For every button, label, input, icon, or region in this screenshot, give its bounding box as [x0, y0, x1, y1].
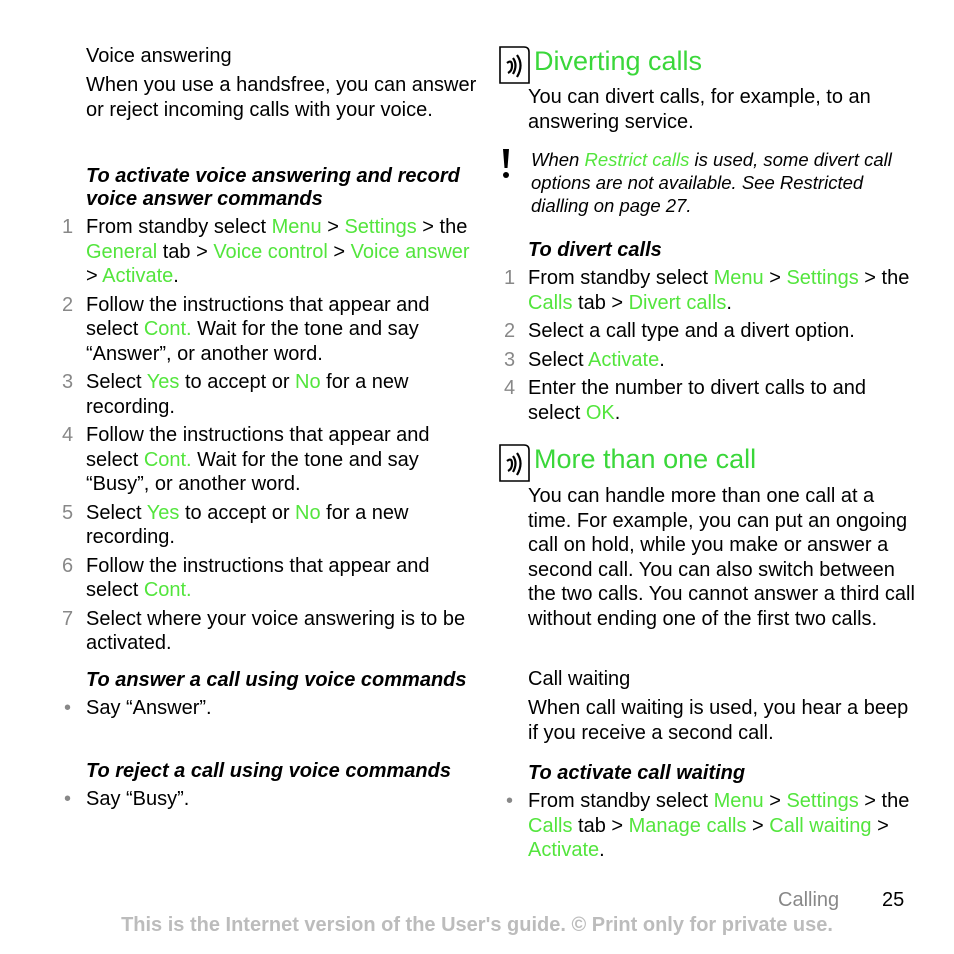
list-item — [60, 696, 480, 721]
speaker-sound-icon — [498, 46, 530, 84]
step-number: 2 — [62, 293, 74, 316]
menu-link[interactable]: Voice answer — [350, 240, 470, 263]
step-text: > the — [858, 790, 910, 812]
menu-link[interactable]: Activate — [102, 265, 174, 287]
menu-link[interactable]: Settings — [786, 790, 859, 812]
menu-link[interactable]: Yes — [146, 501, 180, 524]
step-text: tab > — [157, 240, 214, 263]
divert-steps — [498, 266, 918, 425]
step-text: . — [173, 265, 179, 287]
menu-link[interactable]: General — [86, 240, 158, 263]
step-text: Wait for the tone and say “Busy”, or another word. — [86, 448, 419, 495]
diverting-header — [498, 46, 918, 84]
step-text: . — [659, 348, 665, 371]
step-text: From standby select — [86, 216, 272, 238]
step-text: Select — [528, 348, 589, 371]
step-text: > the — [416, 216, 468, 238]
list-item — [498, 789, 918, 863]
step-text: . — [614, 401, 621, 424]
step-item — [60, 501, 480, 550]
menu-link[interactable]: Menu — [271, 216, 322, 238]
step-number: 3 — [62, 371, 74, 393]
step-text: Select — [86, 501, 147, 524]
step-text: Wait for the tone and say “Answer”, or another word. — [86, 318, 419, 365]
voice-answering-heading: Voice answering — [86, 45, 232, 67]
reject-section — [60, 760, 480, 816]
step-item — [60, 607, 480, 656]
bullet-icon: • — [506, 790, 514, 812]
waiting-bullet — [528, 790, 909, 861]
page-number: 25 — [882, 889, 905, 911]
step-item — [498, 348, 918, 373]
step-number: 6 — [62, 554, 74, 577]
step-text: Follow the instructions that appear and select — [86, 293, 430, 340]
step-text: tab > — [572, 814, 629, 837]
menu-link[interactable]: No — [295, 501, 321, 524]
activate-voice-steps — [60, 215, 480, 656]
diverting-intro: You can divert calls, for example, to an answering service. — [528, 86, 871, 133]
menu-link[interactable]: No — [295, 371, 321, 393]
bullet-icon: • — [64, 697, 72, 719]
reject-list — [60, 787, 480, 812]
step-item — [498, 376, 918, 425]
answer-section — [60, 669, 480, 725]
step-text: Follow the instructions that appear and select — [86, 554, 430, 601]
more-header — [498, 444, 918, 482]
bullet-icon: • — [64, 788, 72, 810]
menu-link[interactable]: Voice control — [213, 240, 328, 263]
step-item — [60, 370, 480, 419]
step-text: When — [531, 149, 585, 170]
step-text: Enter the number to divert calls to and select — [528, 377, 866, 424]
step-text: > — [321, 216, 345, 238]
step-text: > — [763, 790, 787, 812]
footer-chapter: Calling — [778, 889, 840, 911]
exclamation-icon — [498, 148, 524, 180]
step-text: > — [86, 265, 103, 287]
answer-title: To answer a call using voice commands — [86, 669, 467, 691]
call-waiting-section — [498, 667, 918, 745]
step-text: > — [746, 814, 770, 837]
step-number: 4 — [504, 377, 516, 399]
reject-title: To reject a call using voice commands — [86, 760, 451, 782]
more-intro: You can handle more than one call at a time. For example, you can put an ongoing call on hold, while you make or answer a second call. You can also switch between the two calls. You cannot answer a third call without ending one of the first two calls. — [528, 485, 915, 630]
reject-bullet: Say “Busy”. — [86, 788, 190, 810]
menu-link[interactable]: Restrict calls — [584, 149, 690, 170]
call-waiting-heading: Call waiting — [528, 668, 631, 690]
menu-link[interactable]: Activate — [528, 839, 600, 861]
step-text: to accept or — [179, 501, 296, 524]
step-text: to accept or — [179, 371, 296, 393]
activate-waiting-section — [498, 762, 918, 867]
menu-link[interactable]: Menu — [713, 267, 764, 289]
menu-link[interactable]: Settings — [344, 216, 417, 238]
speaker-sound-icon — [498, 444, 530, 482]
step-text: Select a call type and a divert option. — [528, 320, 855, 342]
menu-link[interactable]: Manage calls — [628, 814, 747, 837]
step-number: 3 — [504, 348, 516, 371]
menu-link[interactable]: Menu — [713, 790, 764, 812]
step-text: > — [763, 267, 787, 289]
menu-link[interactable]: Divert calls — [628, 291, 727, 314]
step-item — [60, 423, 480, 497]
menu-link[interactable]: Calls — [528, 291, 573, 314]
step-item — [498, 266, 918, 315]
step-text: for a new recording. — [86, 501, 409, 548]
step-text: is used, some divert call options are not available. See Restricted dialling on page 27. — [531, 149, 892, 216]
step-number: 4 — [62, 424, 74, 446]
step-number: 1 — [504, 267, 516, 289]
more-section — [498, 444, 918, 631]
diverting-section — [498, 46, 918, 134]
menu-link[interactable]: Calls — [528, 814, 573, 837]
menu-link[interactable]: Yes — [146, 371, 180, 393]
list-item — [60, 787, 480, 812]
menu-link[interactable]: Cont. — [143, 318, 192, 340]
step-text: > the — [858, 267, 910, 289]
step-item — [498, 319, 918, 344]
menu-link[interactable]: Activate — [588, 348, 660, 371]
restrict-note — [498, 148, 918, 217]
step-text: Select — [86, 371, 147, 393]
voice-answering-intro: When you use a handsfree, you can answer or reject incoming calls with your voice. — [86, 74, 477, 121]
step-text: > — [871, 814, 889, 837]
menu-link[interactable]: Call waiting — [769, 814, 872, 837]
answer-bullet: Say “Answer”. — [86, 697, 212, 719]
menu-link[interactable]: Settings — [786, 267, 859, 289]
step-text: . — [726, 291, 732, 314]
step-text: Follow the instructions that appear and select — [86, 424, 430, 471]
footer-notice: This is the Internet version of the User's guide. © Print only for private use. — [121, 914, 833, 936]
menu-link[interactable]: Cont. — [143, 448, 192, 471]
activate-waiting-title: To activate call waiting — [528, 762, 746, 784]
step-text: From standby select — [528, 267, 714, 289]
step-text: tab > — [572, 291, 629, 314]
menu-link[interactable]: Cont. — [143, 579, 192, 601]
step-number: 1 — [62, 216, 74, 238]
answer-list — [60, 696, 480, 721]
divert-title: To divert calls — [528, 239, 662, 261]
step-item — [60, 554, 480, 603]
step-number: 5 — [62, 501, 74, 524]
activate-voice-title: To activate voice answering and record voice answer commands — [86, 165, 460, 210]
activate-waiting-list — [498, 789, 918, 863]
call-waiting-intro: When call waiting is used, you hear a beep if you receive a second call. — [528, 697, 909, 744]
step-text: From standby select — [528, 790, 714, 812]
restrict-note-text — [524, 148, 918, 217]
step-text: > — [327, 240, 351, 263]
divert-section — [498, 239, 918, 429]
more-heading: More than one call — [534, 444, 757, 474]
voice-answering-section — [60, 44, 480, 122]
activate-voice-section — [60, 165, 480, 660]
step-item — [60, 215, 480, 289]
step-number: 2 — [504, 320, 516, 342]
step-number: 7 — [62, 607, 74, 630]
step-text: Select where your voice answering is to be activated. — [86, 607, 466, 654]
step-item — [60, 293, 480, 367]
diverting-heading: Diverting calls — [534, 46, 703, 76]
menu-link[interactable]: OK — [585, 401, 615, 424]
step-text: for a new recording. — [86, 371, 409, 418]
step-text: . — [599, 839, 605, 861]
